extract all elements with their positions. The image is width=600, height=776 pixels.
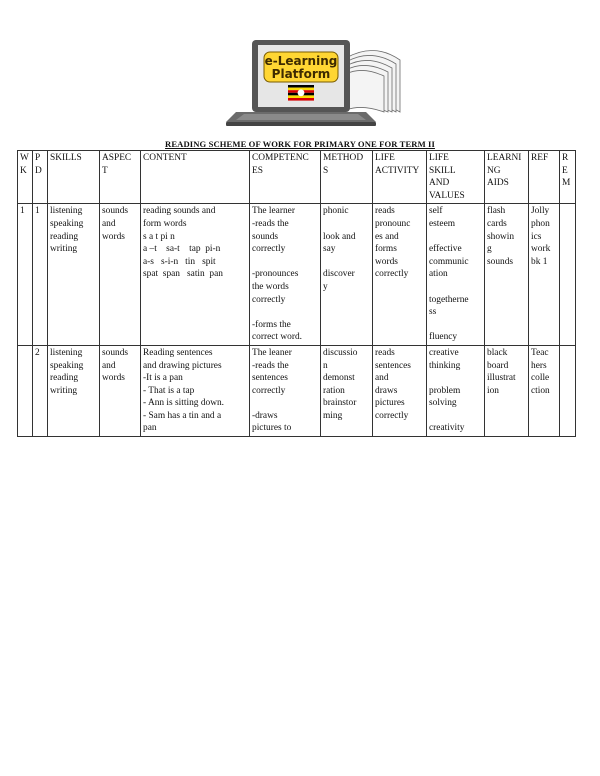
header-skills: SKILLS <box>48 151 100 204</box>
cell-aspect: sounds and words <box>100 204 141 346</box>
header-learning-aids: LEARNI NG AIDS <box>485 151 529 204</box>
cell-learning-aids: flash cards showin g sounds <box>485 204 529 346</box>
cell-skills: listening speaking reading writing <box>48 345 100 436</box>
table-row <box>18 345 576 436</box>
header-remarks: R E M <box>560 151 576 204</box>
cell-competences: The learner -reads the sounds correctly -pronounces the words correctly -forms the correct word. <box>250 204 321 346</box>
cell-period: 2 <box>33 345 48 436</box>
cell-week <box>18 345 33 436</box>
cell-skills: listening speaking reading writing <box>48 204 100 346</box>
cell-learning-aids: black board illustrat ion <box>485 345 529 436</box>
cell-life-skills: self esteem effective communic ation togetherne ss fluency <box>427 204 485 346</box>
table-header-row <box>18 151 576 204</box>
e-learning-platform-logo <box>196 38 406 130</box>
cell-week: 1 <box>18 204 33 346</box>
header-competences: COMPETENC ES <box>250 151 321 204</box>
cell-life-activity: reads pronounc es and forms words correctly <box>373 204 427 346</box>
header-week: W K <box>18 151 33 204</box>
svg-text:Platform: Platform <box>271 67 331 81</box>
svg-text:e-Learning: e-Learning <box>264 54 338 68</box>
table-row <box>18 204 576 346</box>
header-life-activity: LIFE ACTIVITY <box>373 151 427 204</box>
book-pages-icon <box>346 50 400 112</box>
cell-ref: Teac hers colle ction <box>529 345 560 436</box>
scheme-of-work-table <box>17 150 576 437</box>
cell-aspect: sounds and words <box>100 345 141 436</box>
cell-competences: The leaner -reads the sentences correctly -draws pictures to <box>250 345 321 436</box>
document-title: READING SCHEME OF WORK FOR PRIMARY ONE FOR TERM II <box>165 139 435 149</box>
cell-content: Reading sentences and drawing pictures -It is a pan - That is a tap - Ann is sitting down. - Sam has a tin and a pan <box>141 345 250 436</box>
cell-methods: phonic look and say discover y <box>321 204 373 346</box>
header-content: CONTENT <box>141 151 250 204</box>
cell-life-skills: creative thinking problem solving creativity <box>427 345 485 436</box>
cell-content: reading sounds and form words s a t pi n a –t sa-t tap pi-n a-s s-i-n tin spit spat span satin pan <box>141 204 250 346</box>
uganda-flag-icon <box>288 85 314 101</box>
cell-period: 1 <box>33 204 48 346</box>
cell-remarks <box>560 204 576 346</box>
cell-methods: discussio n demonst ration brainstor ming <box>321 345 373 436</box>
cell-ref: Jolly phon ics work bk 1 <box>529 204 560 346</box>
cell-life-activity: reads sentences and draws pictures correctly <box>373 345 427 436</box>
header-period: P D <box>33 151 48 204</box>
header-life-skills: LIFE SKILL AND VALUES <box>427 151 485 204</box>
header-ref: REF <box>529 151 560 204</box>
header-methods: METHOD S <box>321 151 373 204</box>
cell-remarks <box>560 345 576 436</box>
header-aspect: ASPEC T <box>100 151 141 204</box>
